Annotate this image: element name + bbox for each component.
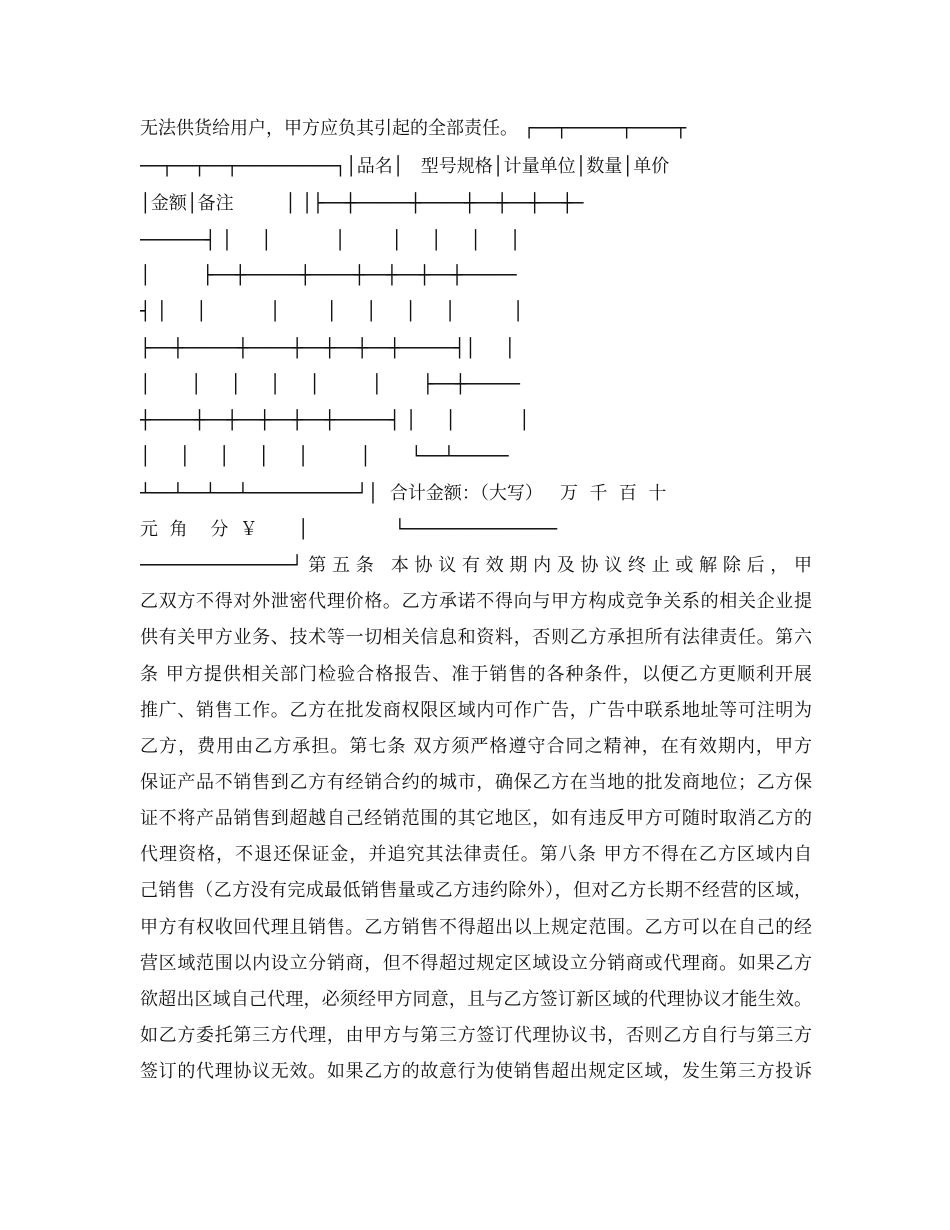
- total-amount-row: 元 角 分 ￥ │ └──────────────: [140, 519, 558, 540]
- table-row-header: ──┬──┬──┬─────────┐│品名│ 型号规格│计量单位│数量│单价: [140, 156, 670, 177]
- clause-text-line: ──────────────┘第五条 本协议有效期内及协议终止或解除后，甲: [140, 555, 812, 576]
- clause-text-line: 供有关甲方业务、技术等一切相关信息和资料，否则乙方承担所有法律责任。第六: [140, 627, 812, 648]
- clause-text-line: 己销售（乙方没有完成最低销售量或乙方违约除外），但对乙方长期不经营的区域，: [140, 880, 812, 901]
- clause-text-line: 乙双方不得对外泄密代理价格。乙方承诺不得向与甲方构成竞争关系的相关企业提: [140, 591, 812, 612]
- table-row: │ │ │ │ │ │ └──┴─────: [140, 446, 509, 467]
- table-row: │ │ │ │ │ │ ├──┼─────: [140, 374, 520, 395]
- clause-text-line: 欲超出区域自己代理，必须经甲方同意，且与乙方签订新区域的代理协议才能生效。: [140, 989, 812, 1010]
- clause-text-line: 乙方，费用由乙方承担。第七条 双方须严格遵守合同之精神，在有效期内，甲方: [140, 736, 812, 757]
- table-row: ┤ │ │ │ │ │ │ │ │: [140, 301, 524, 322]
- table-row: ┼────┼──┼──┼──┼──┼─────┤ │ │ │: [140, 410, 530, 431]
- clause-text-line: 推广、销售工作。乙方在批发商权限区域内可作广告，广告中联系地址等可注明为: [140, 700, 812, 721]
- clause-text-line: 营区域范围以内设立分销商，但不得超过规定区域设立分销商或代理商。如果乙方: [140, 953, 812, 974]
- clause-text-line: 甲方有权收回代理且销售。乙方销售不得超出以上规定范围。乙方可以在自己的经: [140, 917, 812, 938]
- total-amount-row: ┴──┴──┴──┴──────────┘│ 合计金额：（大写） 万 千 百 十: [140, 483, 667, 504]
- clause-text-line: 代理资格，不退还保证金，并追究其法律责任。第八条 甲方不得在乙方区域内自: [140, 844, 812, 865]
- clause-text-line: 如乙方委托第三方代理，由甲方与第三方签订代理协议书，否则乙方自行与第三方: [140, 1025, 812, 1046]
- table-row: │ ├──┼─────┼────┼──┼──┼──┼─────: [140, 265, 517, 286]
- clause-text-line: 保证产品不销售到乙方有经销合约的城市，确保乙方在当地的批发商地位；乙方保: [140, 772, 812, 793]
- clause-text-line: 签订的代理协议无效。如果乙方的故意行为使销售超出规定区域，发生第三方投诉: [140, 1061, 812, 1082]
- table-row: ──────┤ │ │ │ │ │ │ │: [140, 230, 521, 251]
- table-row-header: │金额│备注 │ │├──┼─────┼────┼──┼──┼──┼─: [140, 193, 584, 214]
- text-line: 无法供货给用户，甲方应负其引起的全部责任。 ┌──┬─────┬────┬: [140, 118, 687, 139]
- clause-text-line: 条 甲方提供相关部门检验合格报告、准于销售的各种条件，以便乙方更顺利开展: [140, 664, 812, 685]
- table-row: ├──┼─────┼────┼──┼──┼──┼─────┤│ │: [140, 338, 516, 359]
- clause-text-line: 证不将产品销售到超越自己经销范围的其它地区，如有违反甲方可随时取消乙方的: [140, 808, 812, 829]
